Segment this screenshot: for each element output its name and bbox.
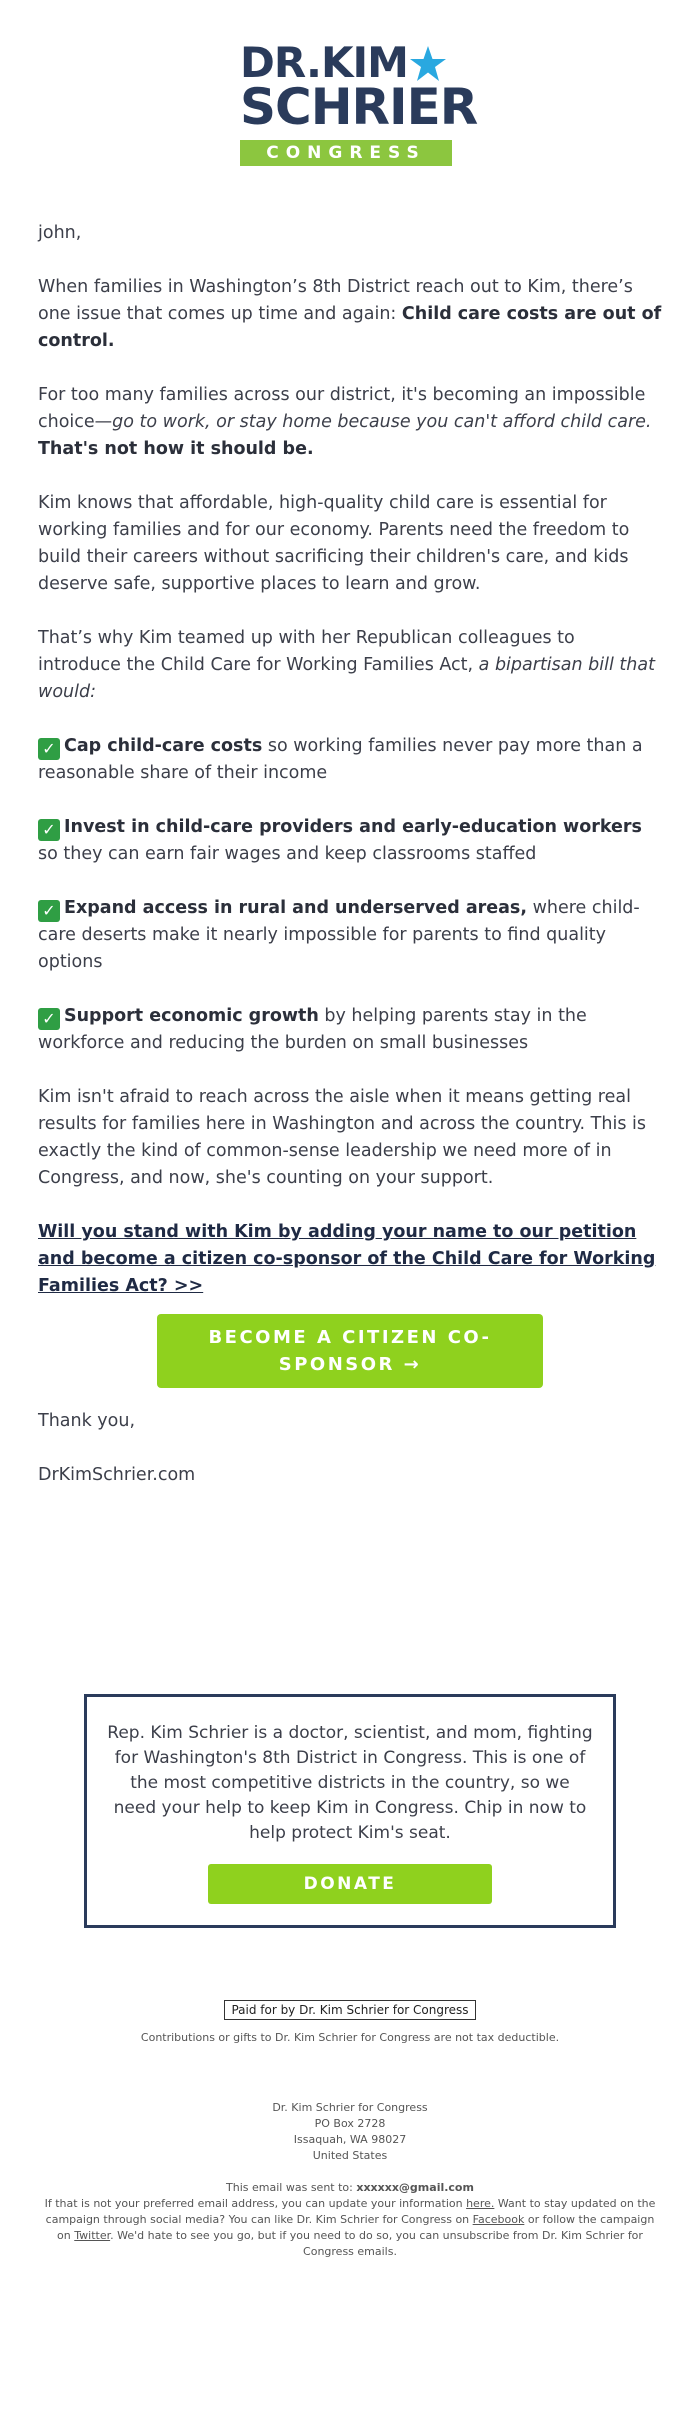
mailing-address: Dr. Kim Schrier for Congress PO Box 2728 Issaquah, WA 98027 United States [272, 2101, 428, 2162]
campaign-logo [240, 38, 478, 168]
donate-box [84, 1694, 616, 1928]
bullet-item: ✓ Expand access in rural and underserved areas, where child-care deserts make it nearly impossible for parents to find quality options [38, 898, 640, 972]
donate-box-text: Rep. Kim Schrier is a doctor, scientist, and mom, fighting for Washington's 8th District in Congress. This is one of the most competitive districts in the country, so we need your help to keep Kim in Congress. Chip in now to help protect Kim's seat. [107, 1723, 593, 1843]
bullet-item: ✓ Support economic growth by helping parents stay in the workforce and reducing the burden on small businesses [38, 1006, 587, 1053]
logo-line-1: DR.KIM [240, 38, 408, 87]
paragraph-4: That’s why Kim teamed up with her Republican colleagues to introduce the Child Care for Working Families Act, a bipartisan bill that would: [38, 628, 655, 702]
facebook-link[interactable]: Facebook [472, 2213, 525, 2226]
signoff: Thank you, [38, 1411, 136, 1431]
become-cosponsor-button[interactable]: BECOME A CITIZEN CO-SPONSOR → [157, 1314, 543, 1388]
petition-link[interactable]: Will you stand with Kim by adding your name to our petition and become a citizen co-sponsor of the Child Care for Working Families Act? >> [38, 1222, 656, 1296]
checkmark-icon: ✓ [38, 1008, 60, 1030]
paragraph-1: When families in Washington’s 8th District reach out to Kim, there’s one issue that comes up time and again: Child care costs are out of control. [38, 277, 662, 351]
greeting: john, [38, 223, 82, 243]
signature: DrKimSchrier.com [38, 1465, 196, 1485]
paragraph-3: Kim knows that affordable, high-quality child care is essential for working families and for our economy. Parents need the freedom to build their careers without sacrificing their children's care, and kids deserve safe, supportive places to learn and grow. [38, 493, 630, 594]
bullet-item: ✓ Cap child-care costs so working families never pay more than a reasonable share of their income [38, 736, 643, 783]
paragraph-5: Kim isn't afraid to reach across the aisle when it means getting real results for families here in Washington and across the country. This is exactly the kind of common-sense leadership we need more of in Congress, and now, she's counting on your support. [38, 1087, 646, 1188]
checkmark-icon: ✓ [38, 738, 60, 760]
footer [0, 2000, 700, 2260]
sent-to-line: This email was sent to: xxxxxx@gmail.com [226, 2181, 474, 2194]
logo-line-2: SCHRIER [240, 78, 478, 136]
checkmark-icon: ✓ [38, 900, 60, 922]
update-info-link[interactable]: here. [466, 2197, 495, 2210]
footer-fine-print: If that is not your preferred email address, you can update your information here. Want to stay updated on the campaign through social media? You can like Dr. Kim Schrier for Congress on Facebook or follow the campaign on Twitter. We'd hate to see you go, but if you need to do so, you can unsubscribe from Dr. Kim Schrier for Congress emails. [44, 2197, 656, 2258]
email-body [38, 220, 662, 1516]
logo-bar: CONGRESS [240, 140, 452, 166]
donate-button[interactable]: DONATE [208, 1864, 492, 1904]
bullet-item: ✓ Invest in child-care providers and early-education workers so they can earn fair wages and keep classrooms staffed [38, 817, 642, 864]
paragraph-2: For too many families across our district, it's becoming an impossible choice—go to work, or stay home because you can't afford child care. That's not how it should be. [38, 385, 652, 459]
checkmark-icon: ✓ [38, 819, 60, 841]
tax-disclaimer: Contributions or gifts to Dr. Kim Schrier for Congress are not tax deductible. [140, 2031, 560, 2044]
paid-for-notice: Paid for by Dr. Kim Schrier for Congress [224, 2000, 475, 2020]
twitter-link[interactable]: Twitter [74, 2229, 111, 2242]
